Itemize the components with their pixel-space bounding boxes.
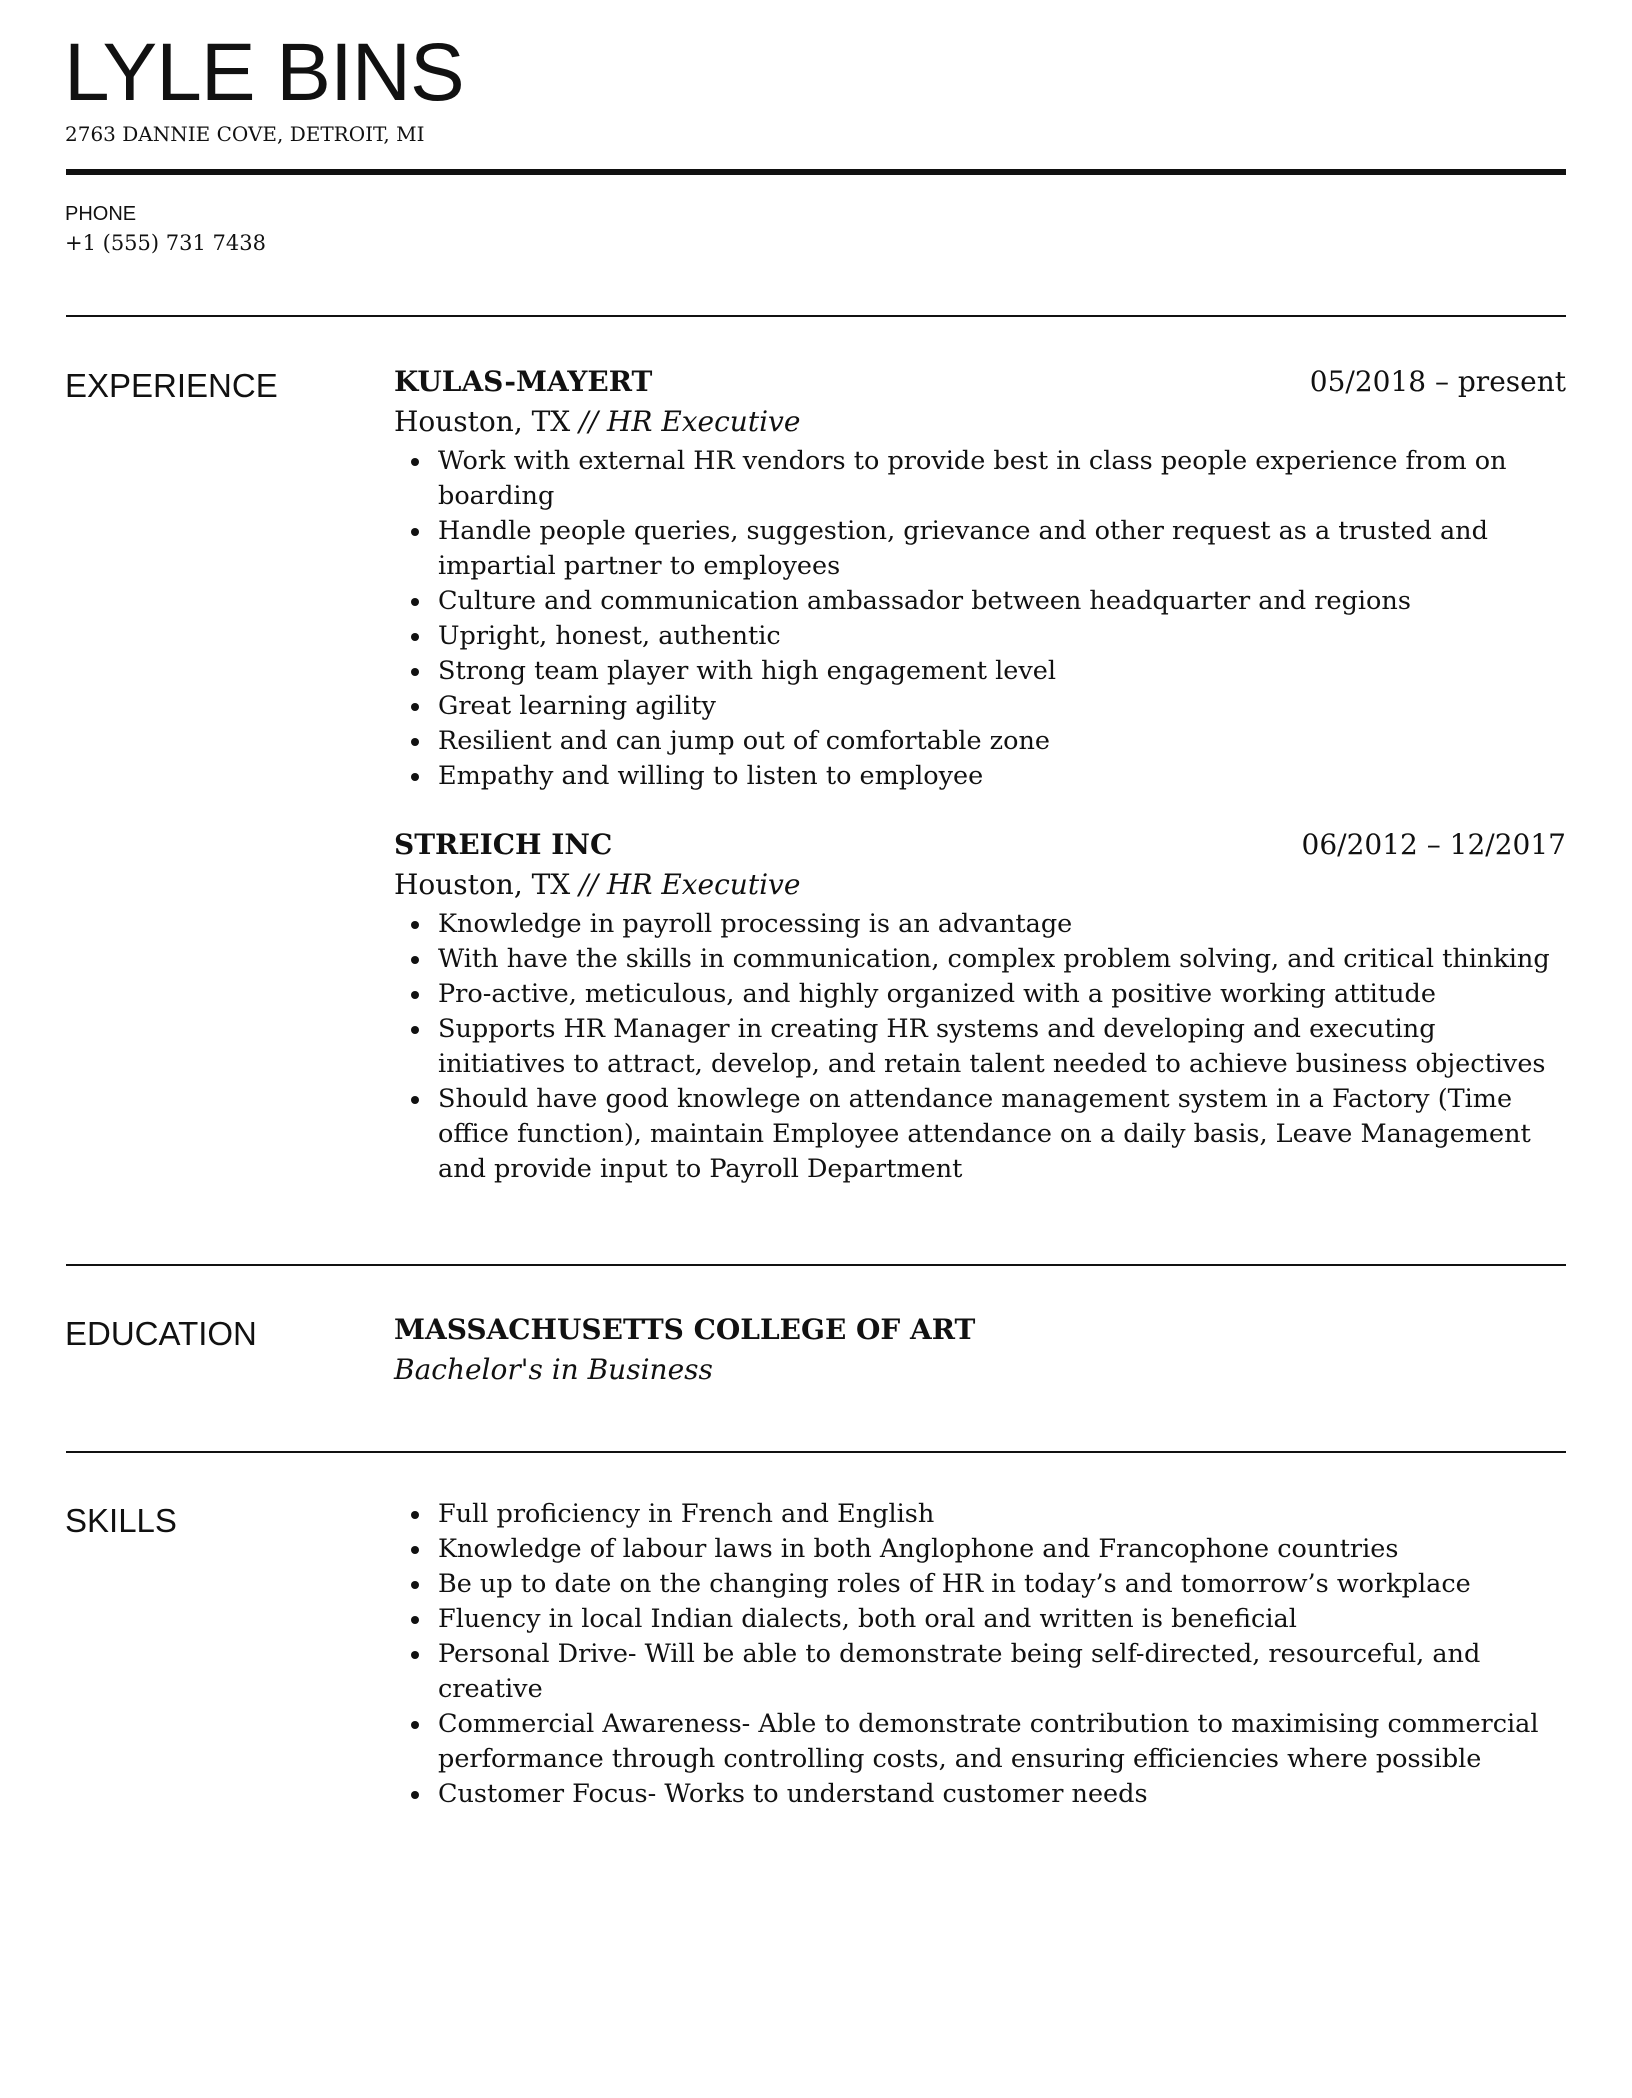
job-entry bbox=[394, 362, 1566, 794]
candidate-name: LYLE BINS bbox=[64, 27, 464, 118]
job-role: HR Executive bbox=[606, 405, 801, 438]
list-item: Upright, honest, authentic bbox=[438, 619, 1566, 654]
list-item: Be up to date on the changing roles of HR in today’s and tomorrow’s workplace bbox=[438, 1567, 1566, 1602]
list-item: Should have good knowlege on attendance management system in a Factory (Time office function), maintain Employee attendance on a daily basis, Leave Management and provide input to Payroll Department bbox=[438, 1082, 1566, 1187]
list-item: Personal Drive- Will be able to demonstrate being self-directed, resourceful, and creative bbox=[438, 1637, 1566, 1707]
section-divider bbox=[66, 315, 1566, 317]
list-item: Fluency in local Indian dialects, both oral and written is beneficial bbox=[438, 1602, 1566, 1637]
job-bullets bbox=[394, 444, 1566, 794]
list-item: Empathy and willing to listen to employee bbox=[438, 759, 1566, 794]
job-subline bbox=[394, 402, 1566, 442]
degree-line bbox=[394, 1350, 1566, 1390]
list-item: Work with external HR vendors to provide best in class people experience from on boarding bbox=[438, 444, 1566, 514]
skills-entry bbox=[394, 1497, 1566, 1812]
list-item: Pro-active, meticulous, and highly organized with a positive working attitude bbox=[438, 977, 1566, 1012]
list-item: Knowledge in payroll processing is an advantage bbox=[438, 907, 1566, 942]
list-item: Customer Focus- Works to understand customer needs bbox=[438, 1777, 1566, 1812]
list-item: Full proficiency in French and English bbox=[438, 1497, 1566, 1532]
job-location: Houston, TX bbox=[394, 405, 571, 438]
company-name: STREICH INC bbox=[394, 828, 613, 861]
list-item: Knowledge of labour laws in both Anglophone and Francophone countries bbox=[438, 1532, 1566, 1567]
separator: // bbox=[579, 405, 599, 438]
experience-heading: EXPERIENCE bbox=[65, 367, 278, 404]
education-entry bbox=[394, 1310, 1566, 1390]
job-entry bbox=[394, 825, 1566, 1187]
section-divider bbox=[66, 1451, 1566, 1453]
list-item: Strong team player with high engagement level bbox=[438, 654, 1566, 689]
header-divider bbox=[66, 169, 1566, 175]
skills-list bbox=[394, 1497, 1566, 1812]
job-subline bbox=[394, 865, 1566, 905]
job-bullets bbox=[394, 907, 1566, 1187]
separator: // bbox=[579, 868, 599, 901]
list-item: Commercial Awareness- Able to demonstrate contribution to maximising commercial performance through controlling costs, and ensuring efficiencies where possible bbox=[438, 1707, 1566, 1777]
phone-label: PHONE bbox=[65, 203, 137, 225]
degree: Bachelor's in Business bbox=[394, 1353, 713, 1386]
company-name: KULAS-MAYERT bbox=[394, 365, 653, 398]
phone-number: +1 (555) 731 7438 bbox=[65, 231, 266, 255]
school-name: MASSACHUSETTS COLLEGE OF ART bbox=[394, 1313, 976, 1346]
section-divider bbox=[66, 1264, 1566, 1266]
job-role: HR Executive bbox=[606, 868, 801, 901]
job-dates: 05/2018 – present bbox=[1309, 365, 1566, 398]
job-location: Houston, TX bbox=[394, 868, 571, 901]
skills-heading: SKILLS bbox=[65, 1502, 177, 1539]
list-item: Supports HR Manager in creating HR systems and developing and executing initiatives to attract, develop, and retain talent needed to achieve business objectives bbox=[438, 1012, 1566, 1082]
list-item: Resilient and can jump out of comfortable zone bbox=[438, 724, 1566, 759]
job-dates: 06/2012 – 12/2017 bbox=[1301, 828, 1566, 861]
education-heading: EDUCATION bbox=[65, 1315, 257, 1352]
list-item: With have the skills in communication, complex problem solving, and critical thinking bbox=[438, 942, 1566, 977]
address: 2763 DANNIE COVE, DETROIT, MI bbox=[65, 122, 425, 146]
list-item: Great learning agility bbox=[438, 689, 1566, 724]
list-item: Handle people queries, suggestion, grievance and other request as a trusted and impartial partner to employees bbox=[438, 514, 1566, 584]
list-item: Culture and communication ambassador between headquarter and regions bbox=[438, 584, 1566, 619]
